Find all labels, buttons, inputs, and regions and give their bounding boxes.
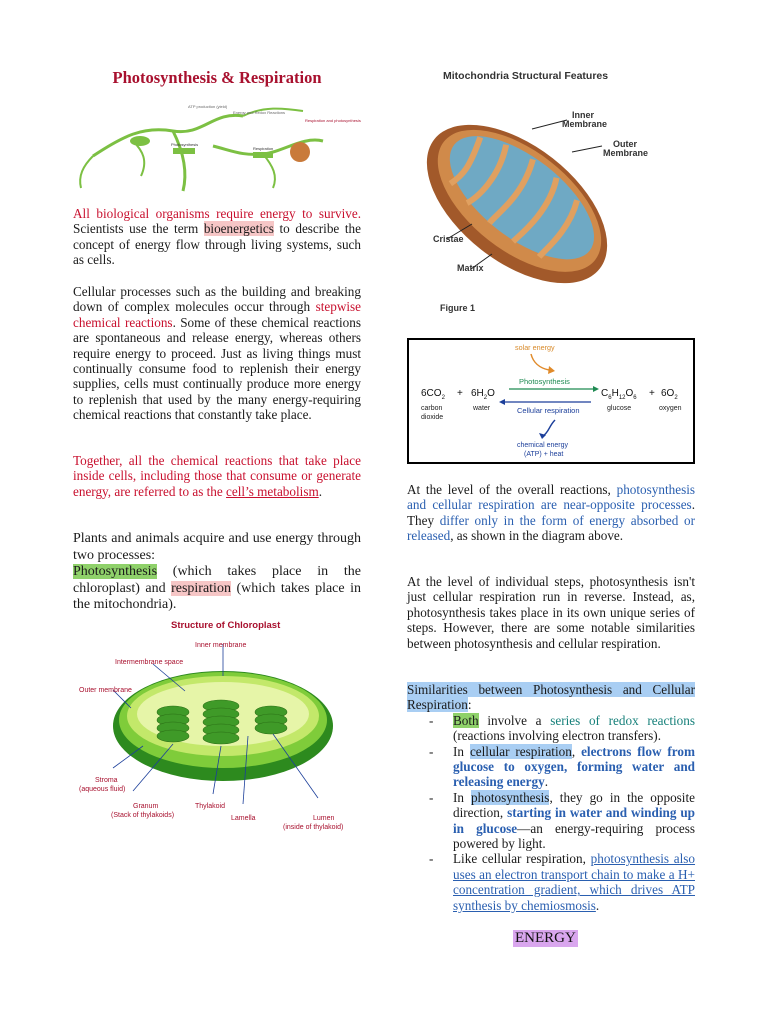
plus-sign: + [457, 388, 463, 399]
svg-text:6CO2: $6CO_2$ [421, 388, 445, 401]
label-outer-membrane: Outer membrane [79, 687, 132, 694]
etc-link[interactable]: photosynthesis also uses an electron transport chain to make a H+ concentration gradient, which drives ATP synthesis by chemiosmosis [453, 851, 696, 913]
mindmap-node: ATP production (yield) [188, 104, 228, 109]
label-intermembrane-space: Intermembrane space [115, 659, 184, 666]
label-granum-note: (Stack of thylakoids) [111, 812, 175, 819]
solar-energy-label: solar energy [515, 343, 555, 352]
paragraph-individual-steps: At the level of individual steps, photosynthesis isn't just cellular respiration run in reverse. Instead, as, photosynthesis takes place in its own unique series of steps. However, there are some notable similarities between photosynthesis and cellular respiration. [407, 574, 695, 651]
paragraph-metabolism: Together, all the chemical reactions that take place inside cells, including those that consume or generate energy, are referred to as the cell’s metabolism. [73, 453, 361, 499]
term-respiration: respiration [171, 580, 231, 596]
term-photosynthesis: Photosynthesis [73, 564, 158, 580]
label-matrix: Matrix [457, 263, 484, 273]
mindmap-node: Respiration [253, 146, 274, 151]
similarities-section [407, 682, 695, 913]
atp-heat-label: (ATP) + heat [524, 451, 564, 458]
similarities-heading: Similarities between Photosynthesis and Cellular Respiration: [407, 682, 695, 713]
chloroplast-figure [73, 616, 361, 836]
label-stroma-note: (aqueous fluid) [79, 786, 126, 793]
chloroplast-title: Structure of Chloroplast [171, 620, 281, 631]
figure-caption: Figure 1 [440, 303, 476, 313]
glucose-label: glucose [607, 405, 632, 412]
mitochondria-title: Mitochondria Structural Features [443, 70, 609, 82]
dioxide-label: dioxide [421, 414, 444, 421]
plus-sign: + [649, 388, 655, 399]
energy-badge: ENERGY [515, 930, 576, 946]
mindmap-node: Photosynthesis [171, 142, 199, 147]
label-lumen-note: (inside of thylakoid) [283, 824, 344, 831]
label-stroma: Stroma [95, 777, 118, 784]
chemical-energy-label: chemical energy [517, 442, 568, 449]
glucose-formula: C [601, 388, 609, 399]
mindmap-figure [73, 96, 361, 204]
label-inner-membrane: Inner membrane [195, 642, 247, 649]
water-label: water [473, 405, 491, 412]
paragraph-intro: All biological organisms require energy to survive. Scientists use the term bioenergetics to describe the concept of energy flow through living systems, such as cells. [73, 206, 361, 268]
equation-box [407, 338, 695, 464]
term-bioenergetics: bioenergetics [203, 221, 274, 237]
granum-stack [157, 706, 189, 742]
o2-formula: 6O [661, 388, 675, 399]
label-granum: Granum [133, 803, 159, 810]
svg-text:C6H12O6: $C_6H_{12}O_6$ [601, 388, 637, 401]
list-item: - In photosynthesis, they go in the opposite direction, starting in water and winding up in glucose—an energy-requiring process powered by light. [429, 789, 695, 852]
label-inner: Inner [572, 110, 595, 120]
oxygen-label: oxygen [659, 405, 682, 412]
granum-stack [255, 706, 287, 734]
cells-metabolism-link[interactable]: cell’s metabolism [226, 483, 319, 499]
paragraph-overall-reactions: At the level of the overall reactions, photosynthesis and cellular respiration are near-opposite processes. They differ only in the form of energy absorbed or released, as shown in the diagram above. [407, 482, 695, 544]
paragraph-two-processes: Plants and animals acquire and use energy through two processes: Photosynthesis (which takes place in the chloroplast) and respiration (which takes place in the mitochondria). [73, 531, 361, 613]
respiration-label: Cellular respiration [517, 406, 580, 415]
list-item: - Both involve a series of redox reactions (reactions involving electron transfers). [429, 712, 695, 744]
h2o-formula: 6H [471, 388, 484, 399]
svg-text:6H2O: $6H_2O$ [471, 388, 495, 401]
granum-stack [203, 700, 239, 744]
paragraph-cellular-processes: Cellular processes such as the building and breaking down of complex molecules occur through stepwise chemical reactions. Some of these chemical reactions are spontaneous and release energy, whereas others require energy to proceed. Just as living things must continually consume food to replenish their energy supplies, cells must continually produce more energy to replenish that used by the many energy-requiring chemical reactions that constantly take place. [73, 284, 361, 423]
page-title: Photosynthesis & Respiration [112, 68, 322, 87]
label-cristae: Cristae [433, 234, 464, 244]
similarities-list [407, 713, 695, 913]
list-item: - Like cellular respiration, photosynthesis also uses an electron transport chain to make a H+ concentration gradient, which drives ATP synthesis by chemiosmosis. [429, 851, 696, 913]
label-outer-membrane-2: Membrane [603, 148, 649, 158]
photosynthesis-label: Photosynthesis [519, 377, 570, 386]
label-lumen: Lumen [313, 815, 335, 822]
mindmap-node: Respiration and photosynthesis [305, 118, 361, 123]
label-inner-membrane-2: Membrane [562, 119, 608, 129]
carbon-label: carbon [421, 405, 443, 412]
label-outer: Outer [613, 139, 638, 149]
svg-text:6O2: $6O_2$ [661, 388, 678, 401]
mindmap-node: Energy and Redox Reactions [233, 110, 286, 115]
label-lamella: Lamella [231, 815, 256, 822]
co2-formula: 6CO [421, 388, 442, 399]
list-item: - In cellular respiration, electrons flow from glucose to oxygen, forming water and releasing energy. [429, 743, 695, 790]
label-thylakoid: Thylakoid [195, 803, 225, 810]
mitochondria-figure [407, 64, 695, 320]
